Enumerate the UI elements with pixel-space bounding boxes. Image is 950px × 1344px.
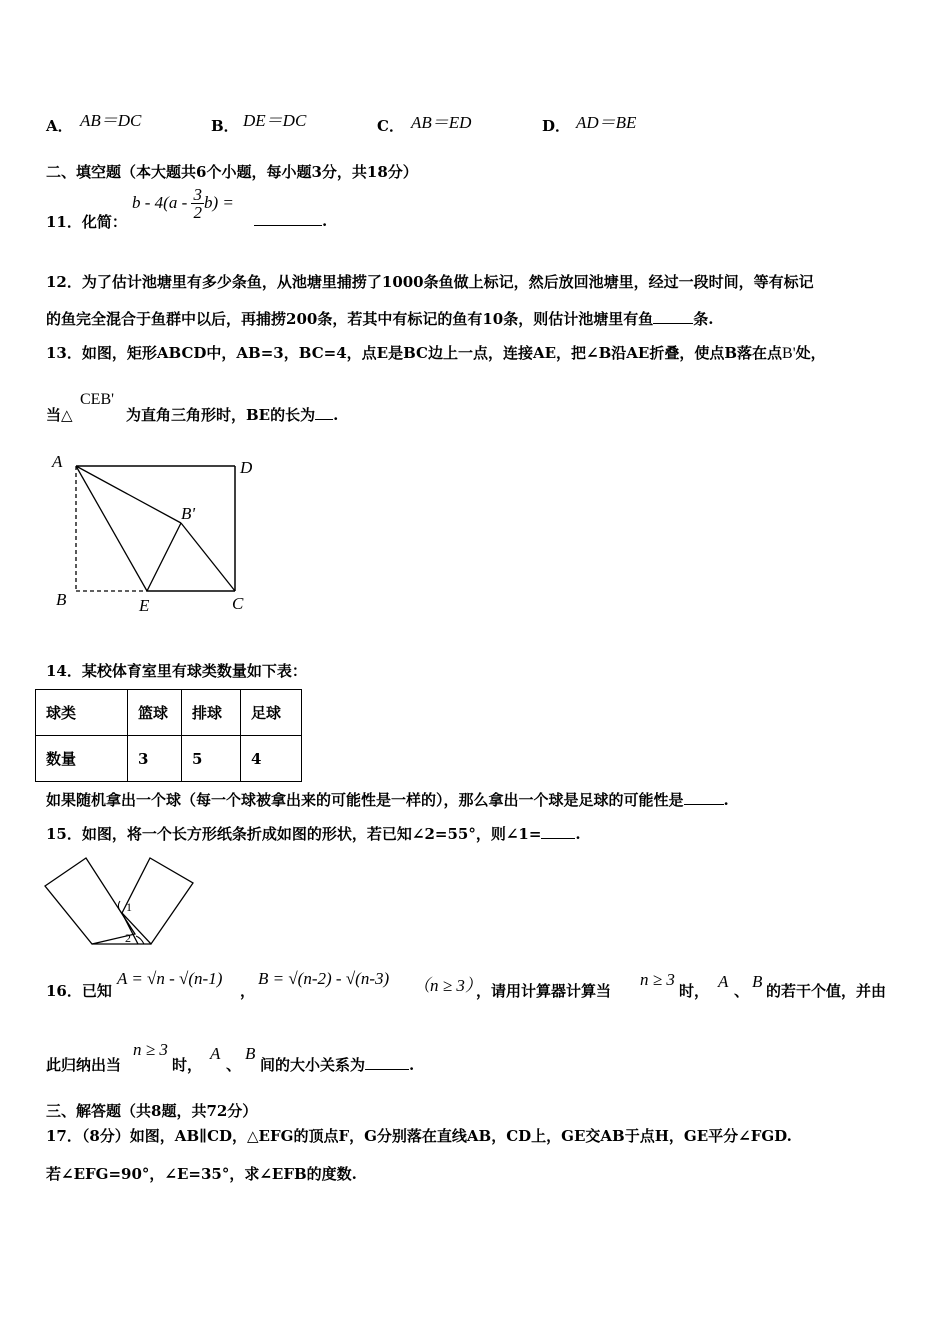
q11-frac-den: 2 — [193, 203, 202, 222]
q16-comma: ， — [240, 982, 256, 1000]
q16-line2 — [260, 1054, 414, 1075]
option-d-expr: AD＝BE — [576, 113, 637, 132]
q12-line1: 12．为了估计池塘里有多少条鱼，从池塘里捕捞了1000条鱼做上标记，然后放回池塘里，经过一段时间，等有标记 — [46, 273, 814, 291]
q16-mid: ，请用计算器计算当 — [476, 982, 612, 1000]
q11-answer — [254, 211, 327, 230]
table-header-cell: 球类 — [36, 690, 128, 736]
option-c-label: C． — [377, 117, 404, 135]
option-a-expr: AB＝DC — [80, 111, 142, 130]
q16-sep2: 、 — [226, 1056, 242, 1074]
q16-mid2: 时， — [679, 982, 710, 1000]
q11-expr-b: b) = — [203, 193, 234, 212]
option-a-label: A． — [46, 117, 73, 135]
q16-end1: 的若干个值，并由 — [766, 982, 887, 1000]
q16-line2-text: 间的大小关系为 — [260, 1056, 366, 1074]
q13-line2-prefix: 当△ — [46, 406, 73, 424]
section2-title: 二、填空题（本大题共6个小题，每小题3分，共18分） — [46, 163, 418, 181]
q13-bprime: B' — [782, 345, 796, 362]
q16-var-a2: A — [210, 1044, 221, 1063]
q13-line2-end: . — [333, 406, 339, 424]
q11-expression — [132, 186, 234, 221]
fig13-segment-bpe — [147, 523, 181, 591]
q16-condition: （n ≥ 3） — [413, 976, 482, 995]
q16-line2-end: . — [409, 1056, 415, 1074]
q16-condition3: n ≥ 3 — [133, 1040, 168, 1059]
q14-follow-end: . — [723, 791, 729, 809]
q13-line1 — [46, 342, 826, 363]
q14-follow — [46, 789, 729, 810]
q12-line2-text: 的鱼完全混合于鱼群中以后，再捕捞200条，若其中有标记的鱼有10条，则估计池塘里有鱼 — [46, 310, 654, 328]
q14-blank[interactable] — [684, 790, 724, 805]
q16-eq-a: A = √n - √(n-1) — [117, 969, 223, 988]
q15-blank[interactable] — [541, 824, 575, 839]
option-c-expr: AB＝ED — [411, 113, 472, 132]
q16-line2-when: 时， — [172, 1056, 203, 1074]
q11-expr-a: b - 4(a - — [132, 193, 192, 212]
section3-title: 三、解答题（共8题，共72分） — [46, 1102, 258, 1120]
table-cell: 数量 — [36, 736, 128, 782]
q16-eq-b: B = √(n-2) - √(n-3) — [258, 969, 390, 988]
q16-sep: 、 — [734, 982, 750, 1000]
q13-blank[interactable] — [315, 405, 333, 420]
q15-folded-strip-figure — [40, 855, 200, 950]
table-header-cell: 足球 — [241, 690, 302, 736]
q16-condition2: n ≥ 3 — [640, 970, 675, 989]
q15-text — [46, 823, 581, 844]
q12-blank[interactable] — [653, 309, 693, 324]
q13-line1-text: 13．如图，矩形ABCD中，AB=3，BC=4，点E是BC边上一点，连接AE，把∠B沿AE折叠，使点B落在点 — [46, 344, 783, 362]
q11-end: . — [322, 212, 328, 230]
fig15-angle1-arc — [118, 901, 122, 913]
q14-table — [35, 689, 302, 782]
q13-triangle: CEB' — [80, 391, 114, 408]
fig13-segment-bpc — [181, 523, 235, 591]
table-cell: 3 — [128, 736, 182, 782]
q14-title: 14．某校体育室里有球类数量如下表： — [46, 662, 307, 680]
q15-text-body: 15．如图，将一个长方形纸条折成如图的形状，若已知∠2=55°，则∠1= — [46, 825, 542, 843]
q11-frac-num: 3 — [193, 185, 202, 204]
option-b-label: B． — [211, 117, 239, 135]
fig13-label-a: A — [52, 452, 63, 471]
q13-rectangle-figure — [40, 445, 280, 620]
fig15-left-strip — [45, 858, 135, 944]
table-cell: 5 — [182, 736, 241, 782]
fig13-label-e: E — [139, 596, 150, 615]
q11-blank[interactable] — [254, 211, 322, 226]
q17-line2: 若∠EFG=90°，∠E=35°，求∠EFB的度数. — [46, 1165, 357, 1183]
q15-end: . — [575, 825, 581, 843]
q13-line2-text: 为直角三角形时，BE的长为 — [126, 406, 316, 424]
option-d-label: D． — [542, 117, 571, 135]
q16-var-b2: B — [245, 1044, 256, 1063]
q12-line2-end: 条. — [693, 310, 714, 328]
fig13-label-c: C — [232, 594, 244, 613]
q11-label: 11．化简： — [46, 213, 127, 231]
fig13-label-b: B — [56, 590, 67, 609]
q12-line2 — [46, 308, 713, 329]
table-cell: 4 — [241, 736, 302, 782]
table-row — [36, 690, 302, 736]
table-header-cell: 排球 — [182, 690, 241, 736]
q17-line1: 17．（8分）如图，AB∥CD，△EFG的顶点F，G分别落在直线AB，CD上，GE交AB于点H，GE平分∠FGD. — [46, 1127, 792, 1145]
q11-fraction — [191, 186, 204, 221]
q13-line2 — [126, 404, 338, 425]
q16-var-a: A — [718, 972, 729, 991]
table-header-cell: 篮球 — [128, 690, 182, 736]
q16-line2-prefix: 此归纳出当 — [46, 1056, 122, 1074]
fig15-label-1: 1 — [126, 900, 132, 914]
table-row — [36, 736, 302, 782]
option-b-expr: DE＝DC — [243, 111, 307, 130]
fig13-label-d: D — [240, 458, 253, 477]
q16-label: 16．已知 — [46, 982, 112, 1000]
q16-var-b: B — [752, 972, 763, 991]
q14-follow-text: 如果随机拿出一个球（每一个球被拿出来的可能性是一样的），那么拿出一个球是足球的可能性是 — [46, 791, 684, 809]
q13-line1-end: 处， — [795, 344, 826, 362]
q16-blank[interactable] — [365, 1055, 409, 1070]
fig13-label-bprime: B' — [181, 504, 196, 523]
fig15-label-2: 2 — [125, 931, 131, 945]
